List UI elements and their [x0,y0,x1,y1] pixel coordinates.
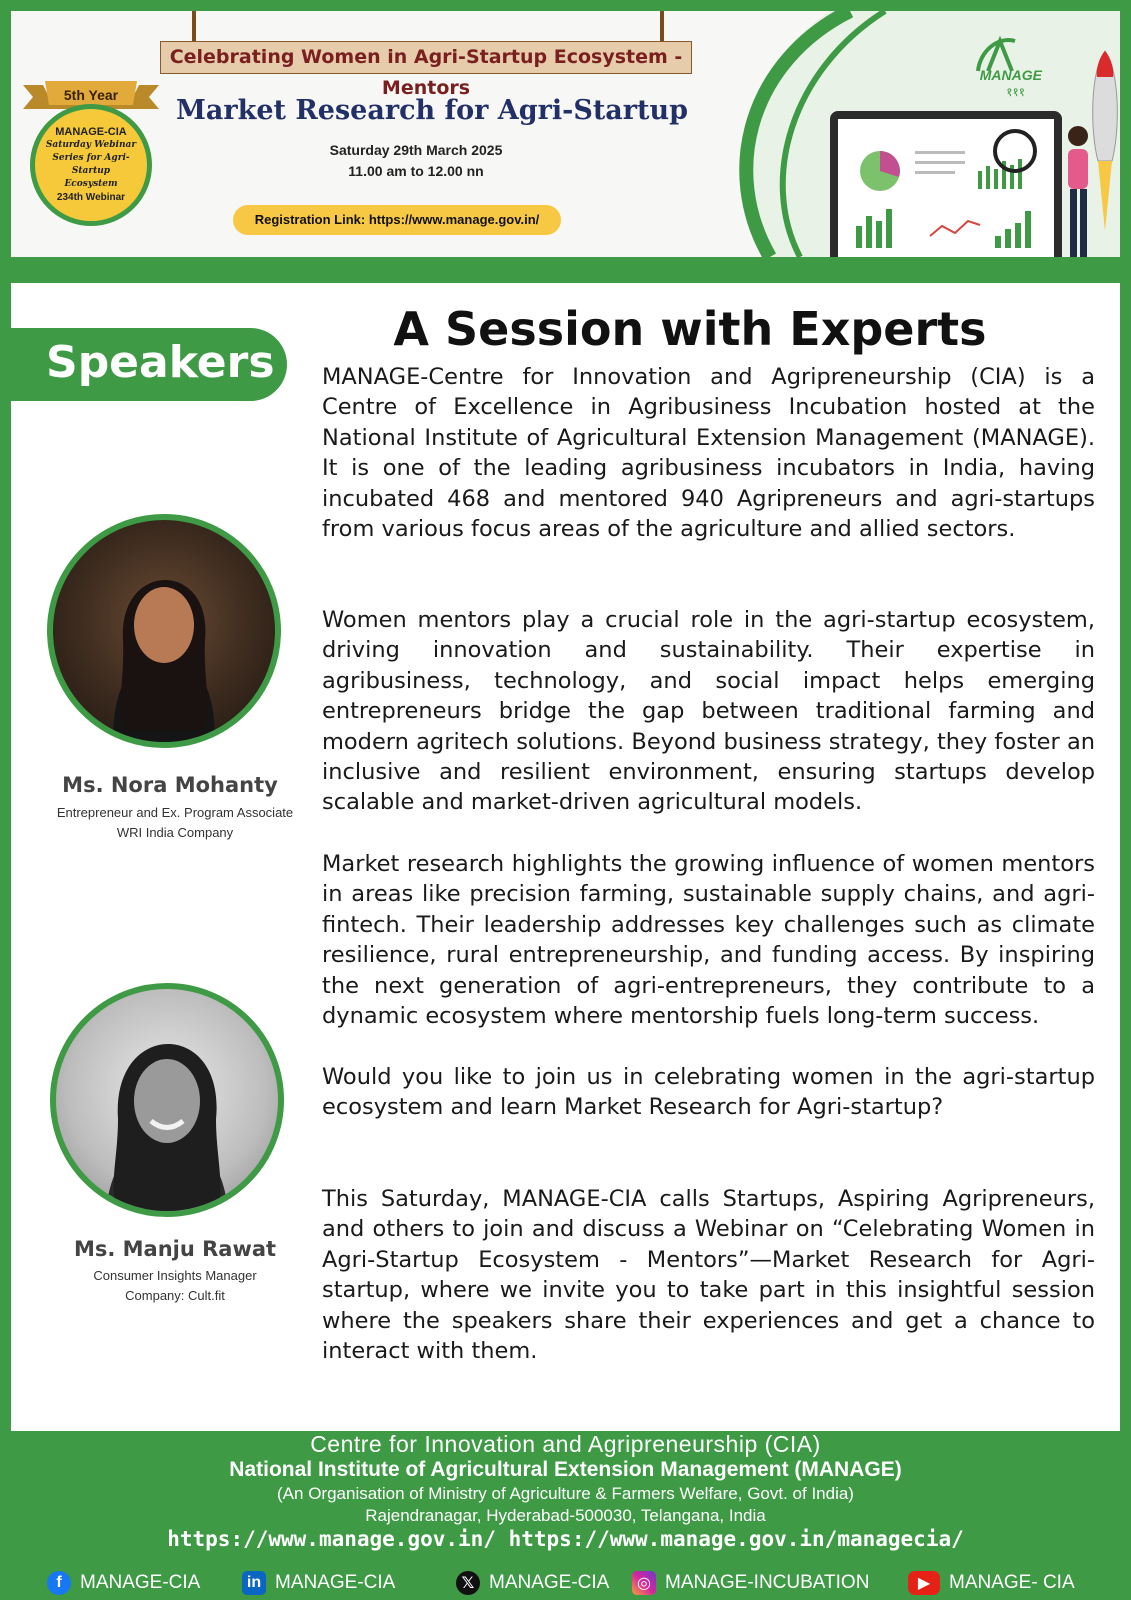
ribbon-title: Celebrating Women in Agri-Startup Ecosystem - Mentors [160,41,692,74]
footer-organisation: (An Organisation of Ministry of Agriculture & Farmers Welfare, Govt. of India) [277,1484,854,1503]
footer [0,1431,1131,1551]
footer-address: Rajendranagar, Hyderabad-500030, Telangana, India [365,1506,766,1525]
social-link-youtube[interactable] [908,1570,1075,1596]
speaker-company: Company: Cult.fit [125,1288,225,1303]
speaker-name: Ms. Manju Rawat [73,1237,277,1261]
registration-link[interactable]: Registration Link: https://www.manage.gov.in/ [233,205,561,235]
intro-paragraph: MANAGE-Centre for Innovation and Agripreneurship (CIA) is a Centre of Excellence in Agribusiness Incubation hosted at the National Institute of Agricultural Extension Management (MANAGE). It is one of the leading agribusiness incubators in India, having incubated 468 and mentored 940 Agripreneurs and agri-startups from various focus areas of the agriculture and allied sectors. [322,364,1095,543]
badge-line: Saturday Webinar [45,140,137,150]
social-label: MANAGE-CIA [489,1572,610,1593]
social-label: MANAGE-CIA [80,1572,201,1593]
social-bar [0,1567,1131,1600]
speaker-company: WRI India Company [116,825,234,840]
footer-links[interactable]: https://www.manage.gov.in/ https://www.manage.gov.in/managecia/ [167,1527,964,1551]
badge-line: MANAGE-CIA [55,126,127,138]
research-paragraph: Market research highlights the growing influence of women mentors in areas like precision farming, sustainable supply chains, and agri-fintech. Their leadership addresses key challenges such as climate resilience, rural entrepreneurship, and funding access. By inspiring the next generation of agri-entrepreneurs, they contribute to a dynamic ecosystem where mentorship fuels long-term success. [322,851,1095,1030]
event-date: Saturday 29th March 2025 [329,142,503,158]
footer-institute-name: National Institute of Agricultural Extension Management (MANAGE) [229,1458,902,1481]
speaker-details [20,803,330,843]
speaker-photo-nora-mohanty [47,514,281,748]
manage-logo-text: MANAGE [979,67,1042,83]
manage-logo-subtext: १११ [1006,85,1025,99]
speaker-role: Consumer Insights Manager [93,1268,257,1283]
event-title: Market Research for Agri-Startup [176,95,688,126]
speaker-role: Entrepreneur and Ex. Program Associate [56,805,294,820]
social-label: MANAGE- CIA [949,1572,1075,1593]
header-banner [11,11,1120,257]
facebook-icon: f [47,1571,71,1595]
webinar-badge [30,104,152,226]
social-link-linkedin[interactable] [242,1570,395,1596]
badge-line: Series for Agri-Startup [52,153,130,176]
speakers-tab: Speakers [11,328,287,401]
badge-line: Ecosystem [64,179,118,189]
x-icon: 𝕏 [456,1571,480,1595]
badge-ribbon-label: 5th Year [63,87,119,103]
linkedin-icon: in [242,1571,266,1595]
hanging-rope [192,11,196,41]
speaker-name: Ms. Nora Mohanty [62,773,278,797]
speaker-details [25,1266,325,1306]
youtube-icon: ▶ [908,1571,940,1595]
invitation-paragraph: This Saturday, MANAGE-CIA calls Startups, Aspiring Agripreneurs, and others to join and discuss a Webinar on “Celebrating Women in Agri-Startup Ecosystem - Mentors”—Market Research for Agri-startup, where we invite you to take part in this insightful session where the speakers share their experiences and get a chance to interact with them. [322,1186,1095,1365]
social-link-x[interactable] [456,1570,609,1596]
header-illustration [680,11,1120,257]
mentors-paragraph: Women mentors play a crucial role in the agri-startup ecosystem, driving innovation and sustainability. Their expertise in agribusiness, technology, and social impact helps emerging entrepreneurs bridge the gap between traditional farming and modern agritech solutions. Beyond business strategy, they foster an inclusive and resilient environment, ensuring startups develop scalable and market-driven agricultural models. [322,607,1095,816]
hanging-rope [660,11,664,41]
session-heading: A Session with Experts [393,302,987,356]
instagram-icon: ◎ [632,1571,656,1595]
event-time: 11.00 am to 12.00 nn [348,163,484,179]
question-paragraph: Would you like to join us in celebrating women in the agri-startup ecosystem and learn Market Research for Agri-startup? [322,1064,1095,1121]
social-label: MANAGE-CIA [275,1572,396,1593]
badge-line: 234th Webinar [56,192,126,203]
footer-centre-name: Centre for Innovation and Agripreneurship (CIA) [310,1431,821,1457]
social-link-instagram[interactable] [632,1570,869,1596]
social-label: MANAGE-INCUBATION [665,1572,870,1593]
social-link-facebook[interactable] [47,1570,200,1596]
speaker-photo-manju-rawat [50,983,284,1217]
